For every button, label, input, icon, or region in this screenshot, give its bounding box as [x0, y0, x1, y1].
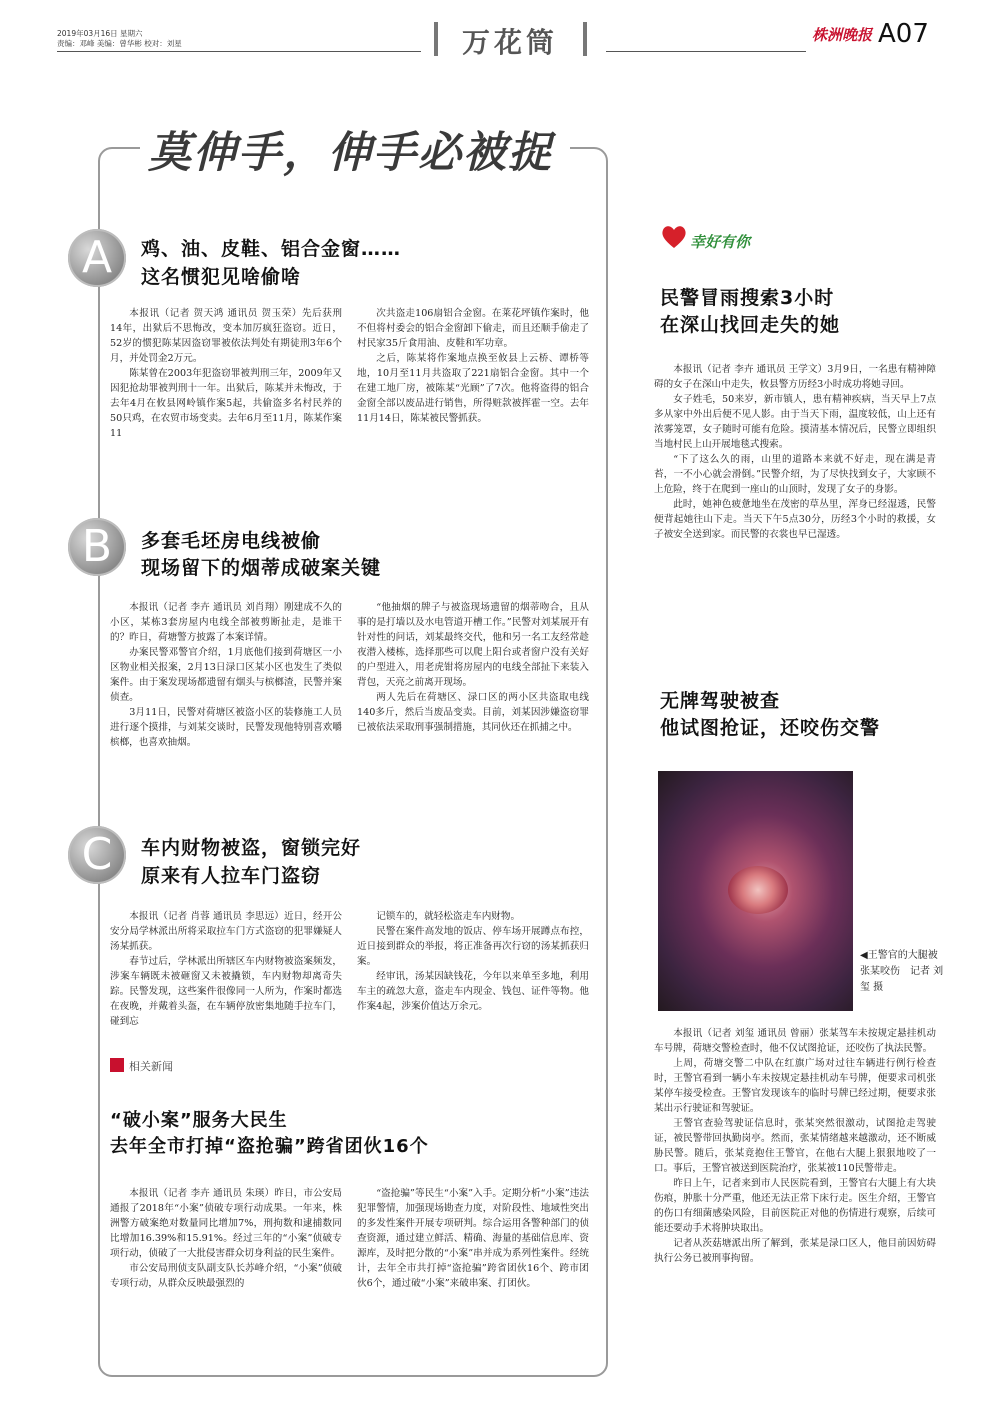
- paragraph: 市公安局刑侦支队副支队长苏峰介绍，“小案”侦破专项行动，从群众反映最强烈的: [110, 1263, 342, 1289]
- story-a-column-1: [110, 306, 342, 471]
- paragraph: 本报讯（记者 李卉 通讯员 刘肖翔）刚建成不久的小区，某栋3套房屋内电线全部被剪断扯走，是谁干的？昨日，荷塘警方披露了本案详情。: [110, 602, 342, 643]
- editor-line: 责编：邓峰 美编：曾华彬 校对：刘星: [57, 39, 182, 48]
- story-c-column-1: [110, 909, 342, 1044]
- related-headline-2: 去年全市打掉“盗抢骗”跨省团伙16个: [110, 1136, 429, 1157]
- paragraph: 记者从茨菇塘派出所了解到，张某是渌口区人，他目前因妨碍执行公务已被刑事拘留。: [654, 1238, 936, 1264]
- right-story-1-headline-1: 民警冒雨搜索3小时: [660, 287, 835, 309]
- paragraph: 民警在案件高发地的饭店、停车场开展蹲点布控，近日接到群众的举报，将正准备再次行窃的汤某抓获归案。: [357, 926, 589, 967]
- paragraph: 女子姓毛，50来岁，新市镇人，患有精神疾病，当天早上7点多从家中外出后便不见人影。由于当天下雨，温度较低，山上还有浓雾笼罩，女子随时可能有危险。摸清基本情况后，民警立即组织当地村民上山开展地毯式搜索。: [654, 394, 936, 450]
- story-b-headline-2: 现场留下的烟蒂成破案关键: [141, 557, 382, 579]
- right-story-2-headline-2: 他试图抢证，还咬伤交警: [660, 717, 881, 739]
- paragraph: 之后，陈某将作案地点换至攸县上云桥、谭桥等地，10月至11月共盗取了221扇铝合金窗。其中一个在建工地厂房，被陈某“光顾”了7次。他将盗得的铝合金窗全部以废品进行销售，所得赃款被挥霍一空。去年11月14日，陈某被民警抓获。: [357, 353, 589, 424]
- main-title: 莫伸手，伸手必被捉: [148, 128, 553, 178]
- paragraph: 陈某曾在2003年犯盗窃罪被判刑三年，2009年又因犯抢劫罪被判刑十一年。出狱后，陈某并未悔改，于去年4月在攸县网岭镇作案5起，共偷盗多名村民养的50只鸡，在农贸市场变卖。去年6月至11月，陈某作案11: [110, 368, 342, 439]
- page-number: A07: [878, 19, 929, 49]
- paragraph: 春节过后，学林派出所辖区车内财物被盗案频发，涉案车辆既未被砸窗又未被撬锁，车内财物却离奇失踪。民警发现，这些案件很像同一人所为，作案时都选在夜晚，并戴着头盔，在车辆停放密集地随手拉车门，碰到忘: [110, 956, 342, 1027]
- paragraph: 上周，荷塘交警二中队在红旗广场对过往车辆进行例行检查时，王警官看到一辆小车未按规定悬挂机动车号牌，便要求司机张某停车接受检查。王警官发现该车的临时号牌已经过期，便要求张某出示行驶证和驾驶证。: [654, 1058, 936, 1114]
- paragraph: 本报讯（记者 刘玺 通讯员 曾丽）张某驾车未按规定悬挂机动车号牌，荷塘交警检查时，他不仅试图抢证，还咬伤了执法民警。: [654, 1028, 936, 1054]
- paragraph: 次共盗走106扇铝合金窗。在莱花坪镇作案时，他不但将村委会的铝合金窗卸下偷走，而且还顺手偷走了村民家35斤食用油、皮鞋和军功章。: [357, 308, 589, 349]
- paragraph: 3月11日，民警对荷塘区被盗小区的装修施工人员进行逐个摸排，与刘某交谈时，民警发现他特别喜欢嚼槟榔，也喜欢抽烟。: [110, 707, 342, 748]
- story-a-headline-1: 鸡、油、皮鞋、铝合金窗……: [141, 238, 402, 260]
- heart-logo-icon: [660, 223, 688, 251]
- story-a-column-2: [357, 306, 589, 471]
- photo-caption: ◀王警官的大腿被张某咬伤 记者 刘玺 摄: [860, 950, 944, 993]
- story-c-headline-2: 原来有人拉车门盗窃: [141, 865, 322, 887]
- right-story-1-headline-2: 在深山找回走失的她: [660, 314, 841, 336]
- related-news-tag: 相关新闻: [129, 1060, 173, 1073]
- paragraph: 本报讯（记者 李卉 通讯员 朱瑛）昨日，市公安局通报了2018年“小案”侦破专项行动成果。一年来，株洲警方破案绝对数量同比增加7%，刑拘数和逮捕数同比增加16.39%和15.91%。经过三年的“小案”侦破专项行动，侦破了一大批侵害群众切身利益的民生案件。: [110, 1188, 342, 1259]
- section-bar-right: [583, 22, 587, 56]
- related-headline-1: “破小案”服务大民生: [110, 1110, 288, 1131]
- newspaper-logo: 株洲晚报: [812, 26, 873, 44]
- story-c-badge: C: [68, 826, 126, 884]
- paragraph: 此时，她神色疲惫地坐在茂密的草丛里，浑身已经湿透，民警便背起她往山下走。当天下午5点30分，历经3个小时的救援，女子被安全送到家。而民警的衣裳也早已湿透。: [654, 499, 936, 540]
- right-story-1-body: [654, 362, 936, 634]
- paragraph: 本报讯（记者 肖蓉 通讯员 李思远）近日，经开公安分局学林派出所将采取拉车门方式盗窃的犯罪嫌疑人汤某抓获。: [110, 911, 342, 952]
- paragraph: 本报讯（记者 李卉 通讯员 王学文）3月9日，一名患有精神障碍的女子在深山中走失，攸县警方历经3小时成功将她寻回。: [654, 364, 936, 390]
- story-b-column-2: [357, 600, 589, 780]
- wound-mark: [728, 866, 788, 914]
- related-column-2: [357, 1186, 589, 1334]
- header-rule-left: [57, 51, 421, 52]
- story-c-headline-1: 车内财物被盗，窗锁完好: [141, 837, 362, 859]
- paragraph: 王警官查验驾驶证信息时，张某突然很激动，试图抢走驾驶证，被民警带回执勤岗亭。然而，张某情绪越来越激动，还不断威胁民警。随后，张某竟抱住王警官，在他右大腿上狠狠地咬了一口。事后，王警官被送到医院治疗，张某被110民警带走。: [654, 1118, 936, 1174]
- right-story-2-body: [654, 1026, 936, 1356]
- related-column-1: [110, 1186, 342, 1334]
- injury-photo: [658, 771, 853, 1011]
- paragraph: 本报讯（记者 贺天鸿 通讯员 贺玉荣）先后获刑14年，出狱后不思悔改，变本加厉疯狂盗窃。近日，52岁的惯犯陈某因盗窃罪被依法判处有期徒刑3年6个月，并处罚金2万元。: [110, 308, 342, 364]
- column-logo-text: 幸好有你: [690, 233, 751, 251]
- story-b-headline-1: 多套毛坯房电线被偷: [141, 530, 322, 552]
- story-b-badge: B: [68, 518, 126, 576]
- section-title: 万花筒: [462, 26, 559, 59]
- right-story-2-headline-1: 无牌驾驶被查: [660, 690, 781, 712]
- paragraph: 记锁车的，就轻松盗走车内财物。: [376, 911, 521, 922]
- paragraph: “盗抢骗”等民生“小案”入手。定期分析“小案”违法犯罪警情，加强现场勘查力度，对阶段性、地域性突出的多发性案件开展专项研判。综合运用各警种部门的侦查资源，通过建立鲜活、精确、海量的基础信息库、资源库，及时把分散的“小案”串并成为系列性案件。经统计，去年全市共打掉“盗抢骗”跨省团伙16个、跨市团伙6个，通过破“小案”来破串案、打团伙。: [357, 1188, 589, 1289]
- paragraph: “他抽烟的牌子与被盗现场遗留的烟蒂吻合，且从事的是打墙以及水电管道开槽工作。”民警对刘某展开有针对性的问话，刘某最终交代，他和另一名工友经常趁夜潜入楼栋，选择那些可以爬上阳台或者窗户没有关好的户型进入，用老虎钳将房屋内的电线全部扯下来装入背包，天亮之前离开现场。: [357, 602, 589, 688]
- paragraph: 两人先后在荷塘区、渌口区的两小区共盗取电线140多斤，然后当废品变卖。目前，刘某因涉嫌盗窃罪已被依法采取刑事强制措施，其同伙还在抓捕之中。: [357, 692, 589, 733]
- story-b-column-1: [110, 600, 342, 780]
- paragraph: “下了这么久的雨，山里的道路本来就不好走，现在满是青苔，一不小心就会滑倒。”民警介绍，为了尽快找到女子，大家顾不上危险，终于在爬到一座山的山顶时，发现了女子的身影。: [654, 454, 936, 495]
- header-rule-right: [606, 51, 806, 52]
- date-line: 2019年03月16日 星期六: [57, 29, 143, 38]
- story-a-badge: A: [68, 229, 126, 287]
- section-bar-left: [434, 22, 438, 56]
- story-a-headline-2: 这名惯犯见啥偷啥: [141, 266, 302, 288]
- story-c-column-2: [357, 909, 589, 1044]
- paragraph: 昨日上午，记者来到市人民医院看到，王警官右大腿上有大块伤痕，肿胀十分严重，他还无法正常下床行走。医生介绍，王警官的伤口有细菌感染风险，目前医院正对他的伤情进行观察，后续可能还要动手术将肿块取出。: [654, 1178, 936, 1234]
- paragraph: 办案民警邓警官介绍，1月底他们接到荷塘区一小区物业相关报案，2月13日渌口区某小区也发生了类似案件。由于案发现场都遗留有烟头与槟榔渣，民警并案侦查。: [110, 647, 342, 703]
- paragraph: 经审讯，汤某因缺钱花，今年以来单至多地，利用车主的疏忽大意，盗走车内现金、钱包、证件等物。他作案4起，涉案价值达万余元。: [357, 971, 589, 1012]
- related-news-icon: [110, 1058, 124, 1072]
